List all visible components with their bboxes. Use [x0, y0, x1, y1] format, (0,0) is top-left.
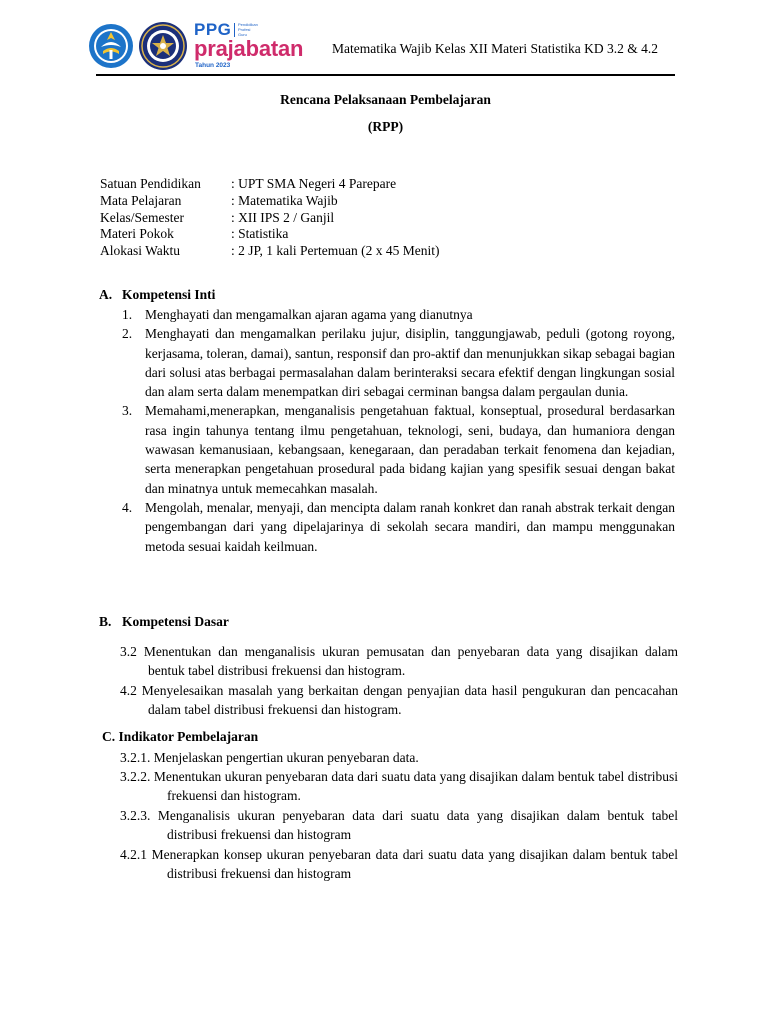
prajabatan-wordmark: prajabatan [194, 36, 304, 61]
identity-value: : 2 JP, 1 kali Pertemuan (2 x 45 Menit) [231, 243, 440, 259]
identity-row [100, 176, 439, 193]
identity-value: : UPT SMA Negeri 4 Parepare [231, 176, 397, 191]
section-b-heading [99, 614, 229, 630]
section-letter: B. [99, 614, 112, 629]
indikator-text: Menjelaskan pengertian ukuran penyebaran data. [153, 750, 419, 765]
identity-row [100, 226, 439, 243]
indikator-item [120, 767, 678, 806]
page-header [88, 14, 678, 76]
identity-value: : Statistika [231, 226, 289, 242]
indikator-text: Menentukan ukuran penyebaran data dari suatu data yang disajikan dalam bentuk tabel distribusi frekuensi dan histogram. [153, 769, 679, 804]
section-letter: A. [99, 287, 113, 302]
identity-value: : Matematika Wajib [231, 192, 338, 208]
identity-label: Kelas/Semester [100, 209, 184, 225]
identity-value: : XII IPS 2 / Ganjil [231, 209, 335, 225]
kd-text: Menentukan dan menganalisis ukuran pemusatan dan penyebaran data yang disajikan dalam bentuk tabel distribusi frekuensi dan histogram. [143, 644, 678, 679]
list-item [120, 324, 675, 401]
indikator-item [120, 806, 678, 845]
kompetensi-dasar-item [120, 681, 678, 720]
running-header-title: Matematika Wajib Kelas XII Materi Statistika KD 3.2 & 4.2 [332, 41, 658, 56]
indikator-code: 3.2.3. [120, 808, 151, 823]
identity-label: Materi Pokok [100, 226, 174, 242]
kompetensi-inti-list [120, 305, 675, 556]
ppg-divider [234, 23, 235, 37]
identity-block [100, 176, 439, 260]
indikator-item [120, 845, 678, 884]
indikator-code: 3.2.1. [120, 750, 151, 765]
tut-wuri-handayani-logo [88, 23, 134, 69]
section-a-heading [99, 287, 215, 303]
item-text: Mengolah, menalar, menyaji, dan mencipta dalam ranah konkret dan ranah abstrak terkait dengan pengembangan dari yang dipelajarinya di sekolah secara mandiri, dan mampu menggunakan metoda sesuai kaidah keilmuan. [145, 499, 675, 554]
list-item [120, 498, 675, 556]
header-logos [88, 20, 312, 72]
section-title: Kompetensi Inti [122, 287, 216, 302]
item-text: Menghayati dan mengamalkan perilaku jujur, disiplin, tanggungjawab, peduli (gotong royong, kerjasama, toleran, damai), santun, responsif dan pro-aktif dan menunjukkan sikap sebagai bagian dari solusi atas berbagai permasalahan dalam berinteraksi secara efektif dengan lingkungan sosial dan alam serta dalam menempatkan diri sebagai cerminan bangsa dalam pergaulan dunia. [145, 326, 675, 400]
section-title: Kompetensi Dasar [122, 614, 229, 629]
item-text: Menghayati dan mengamalkan ajaran agama yang dianutnya [145, 307, 473, 322]
indikator-code: 4.2.1 [120, 847, 147, 862]
identity-row [100, 243, 439, 260]
tahun-label: Tahun 2023 [195, 62, 231, 69]
identity-label: Alokasi Waktu [100, 243, 181, 259]
item-number: 2. [122, 326, 133, 342]
identity-label: Mata Pelajaran [100, 192, 182, 208]
ppg-subtitle: Pendidikan Profesi Guru [238, 22, 258, 37]
ppg-prajabatan-logo [194, 20, 312, 72]
kompetensi-dasar-item [120, 642, 678, 681]
kd-code: 4.2 [120, 683, 137, 698]
section-c-heading [102, 729, 258, 745]
section-letter: C. [102, 729, 116, 744]
identity-row [100, 210, 439, 227]
list-item [120, 305, 675, 324]
item-text: Memahami,menerapkan, menganalisis pengetahuan faktual, konseptual, prosedural berdasarkan rasa ingin tahunya tentang ilmu pengetahuan, teknologi, seni, budaya, dan humaniora dengan wawasan kemanusiaan, kebangsaan, kenegaraan, dan peradaban terkait fenomena dan kejadian, serta menerapkan pengetahuan prosedural pada bidang kajian yang spesifik sesuai dengan bakat dan minatnya untuk memecahkan masalah. [145, 403, 675, 496]
section-title: Indikator Pembelajaran [118, 729, 259, 744]
document-subtitle: (RPP) [367, 119, 404, 134]
document-title: Rencana Pelaksanaan Pembelajaran [280, 92, 491, 107]
kd-code: 3.2 [120, 644, 137, 659]
kd-text: Menyelesaikan masalah yang berkaitan dengan penyajian data hasil pengukuran dan pencacahan dalam tabel distribusi frekuensi dan histogram. [141, 683, 679, 718]
indikator-item [120, 748, 678, 767]
item-number: 4. [122, 499, 133, 515]
identity-label: Satuan Pendidikan [100, 176, 201, 191]
identity-row [100, 193, 439, 210]
item-number: 3. [122, 403, 133, 419]
indikator-text: Menerapkan konsep ukuran penyebaran data dari suatu data yang disajikan dalam bentuk tabel distribusi frekuensi dan histogram [151, 847, 679, 882]
ppg-wordmark: PPG [194, 20, 232, 39]
indikator-code: 3.2.2. [120, 769, 151, 784]
list-item [120, 401, 675, 497]
university-seal-logo [138, 21, 188, 71]
item-number: 1. [122, 307, 133, 322]
header-divider [96, 74, 675, 76]
indikator-text: Menganalisis ukuran penyebaran data dari suatu data yang disajikan dalam bentuk tabel distribusi frekuensi dan histogram [157, 808, 678, 843]
